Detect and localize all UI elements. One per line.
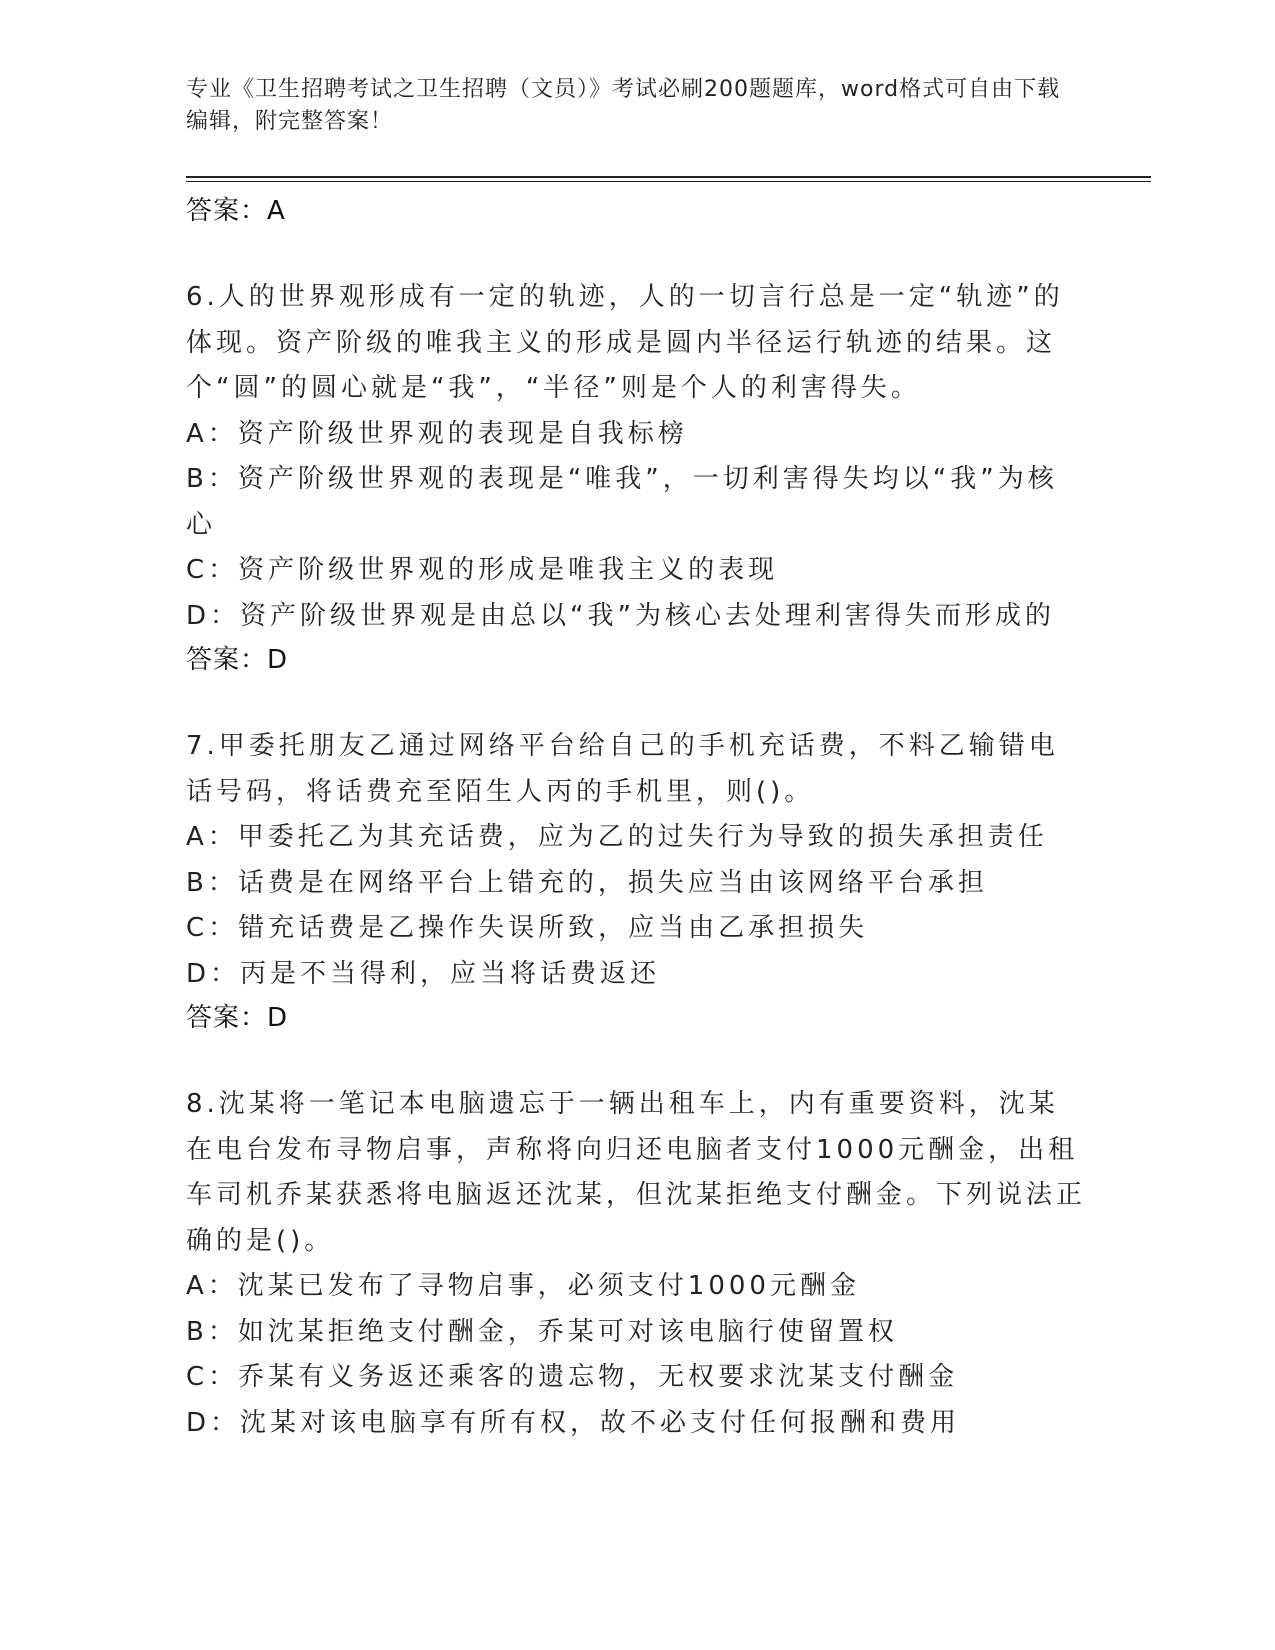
option-b: B：资产阶级世界观的表现是“唯我”，一切利害得失均以“我”为核心: [186, 464, 1058, 540]
question-7: [186, 724, 1086, 1039]
option-a: A：甲委托乙为其充话费，应为乙的过失行为导致的损失承担责任: [186, 822, 1048, 852]
option-b: B：如沈某拒绝支付酬金，乔某可对该电脑行使留置权: [186, 1316, 898, 1347]
option-a: A：沈某已发布了寻物启事，必须支付1000元酬金: [186, 1271, 860, 1301]
answer-line: 答案：D: [186, 645, 289, 675]
answer-line: 答案：A: [186, 196, 286, 226]
question-stem: 7.甲委托朋友乙通过网络平台给自己的手机充话费，不料乙输错电话号码，将话费充至陌生人丙的手机里，则()。: [186, 731, 1059, 807]
content-body: [186, 190, 1086, 1446]
option-a: A：资产阶级世界观的表现是自我标榜: [186, 418, 688, 449]
question-stem: 6.人的世界观形成有一定的轨迹，人的一切言行总是一定“轨迹”的体现。资产阶级的唯我主义的形成是圆内半径运行轨迹的结果。这个“圆”的圆心就是“我”，“半径”则是个人的利害得失。: [186, 282, 1064, 403]
page-header: 专业《卫生招聘考试之卫生招聘（文员）》考试必刷200题题库，word格式可自由下载编辑，附完整答案！: [186, 77, 1061, 134]
option-c: C：资产阶级世界观的形成是唯我主义的表现: [186, 555, 779, 585]
option-d: D：沈某对该电脑享有所有权，故不必支付任何报酬和费用: [186, 1407, 961, 1438]
question-stem: 8.沈某将一笔记本电脑遗忘于一辆出租车上，内有重要资料，沈某在电台发布寻物启事，声称将向归还电脑者支付1000元酬金，出租车司机乔某获悉将电脑返还沈某，但沈某拒绝支付酬金。下列说法正确的是()。: [186, 1089, 1087, 1256]
option-c: C：错充话费是乙操作失误所致，应当由乙承担损失: [186, 913, 869, 943]
answer-line: 答案：D: [186, 1003, 289, 1033]
option-d: D：丙是不当得利，应当将话费返还: [186, 958, 661, 989]
header-rule-thick: [186, 176, 1151, 178]
option-c: C：乔某有义务返还乘客的遗忘物，无权要求沈某支付酬金: [186, 1362, 959, 1392]
header-rule-thin: [186, 181, 1151, 182]
option-b: B：话费是在网络平台上错充的，损失应当由该网络平台承担: [186, 867, 988, 898]
question-8: [186, 1082, 1086, 1446]
option-d: D：资产阶级世界观是由总以“我”为核心去处理利害得失而形成的: [186, 600, 1055, 631]
question-6: [186, 275, 1086, 681]
